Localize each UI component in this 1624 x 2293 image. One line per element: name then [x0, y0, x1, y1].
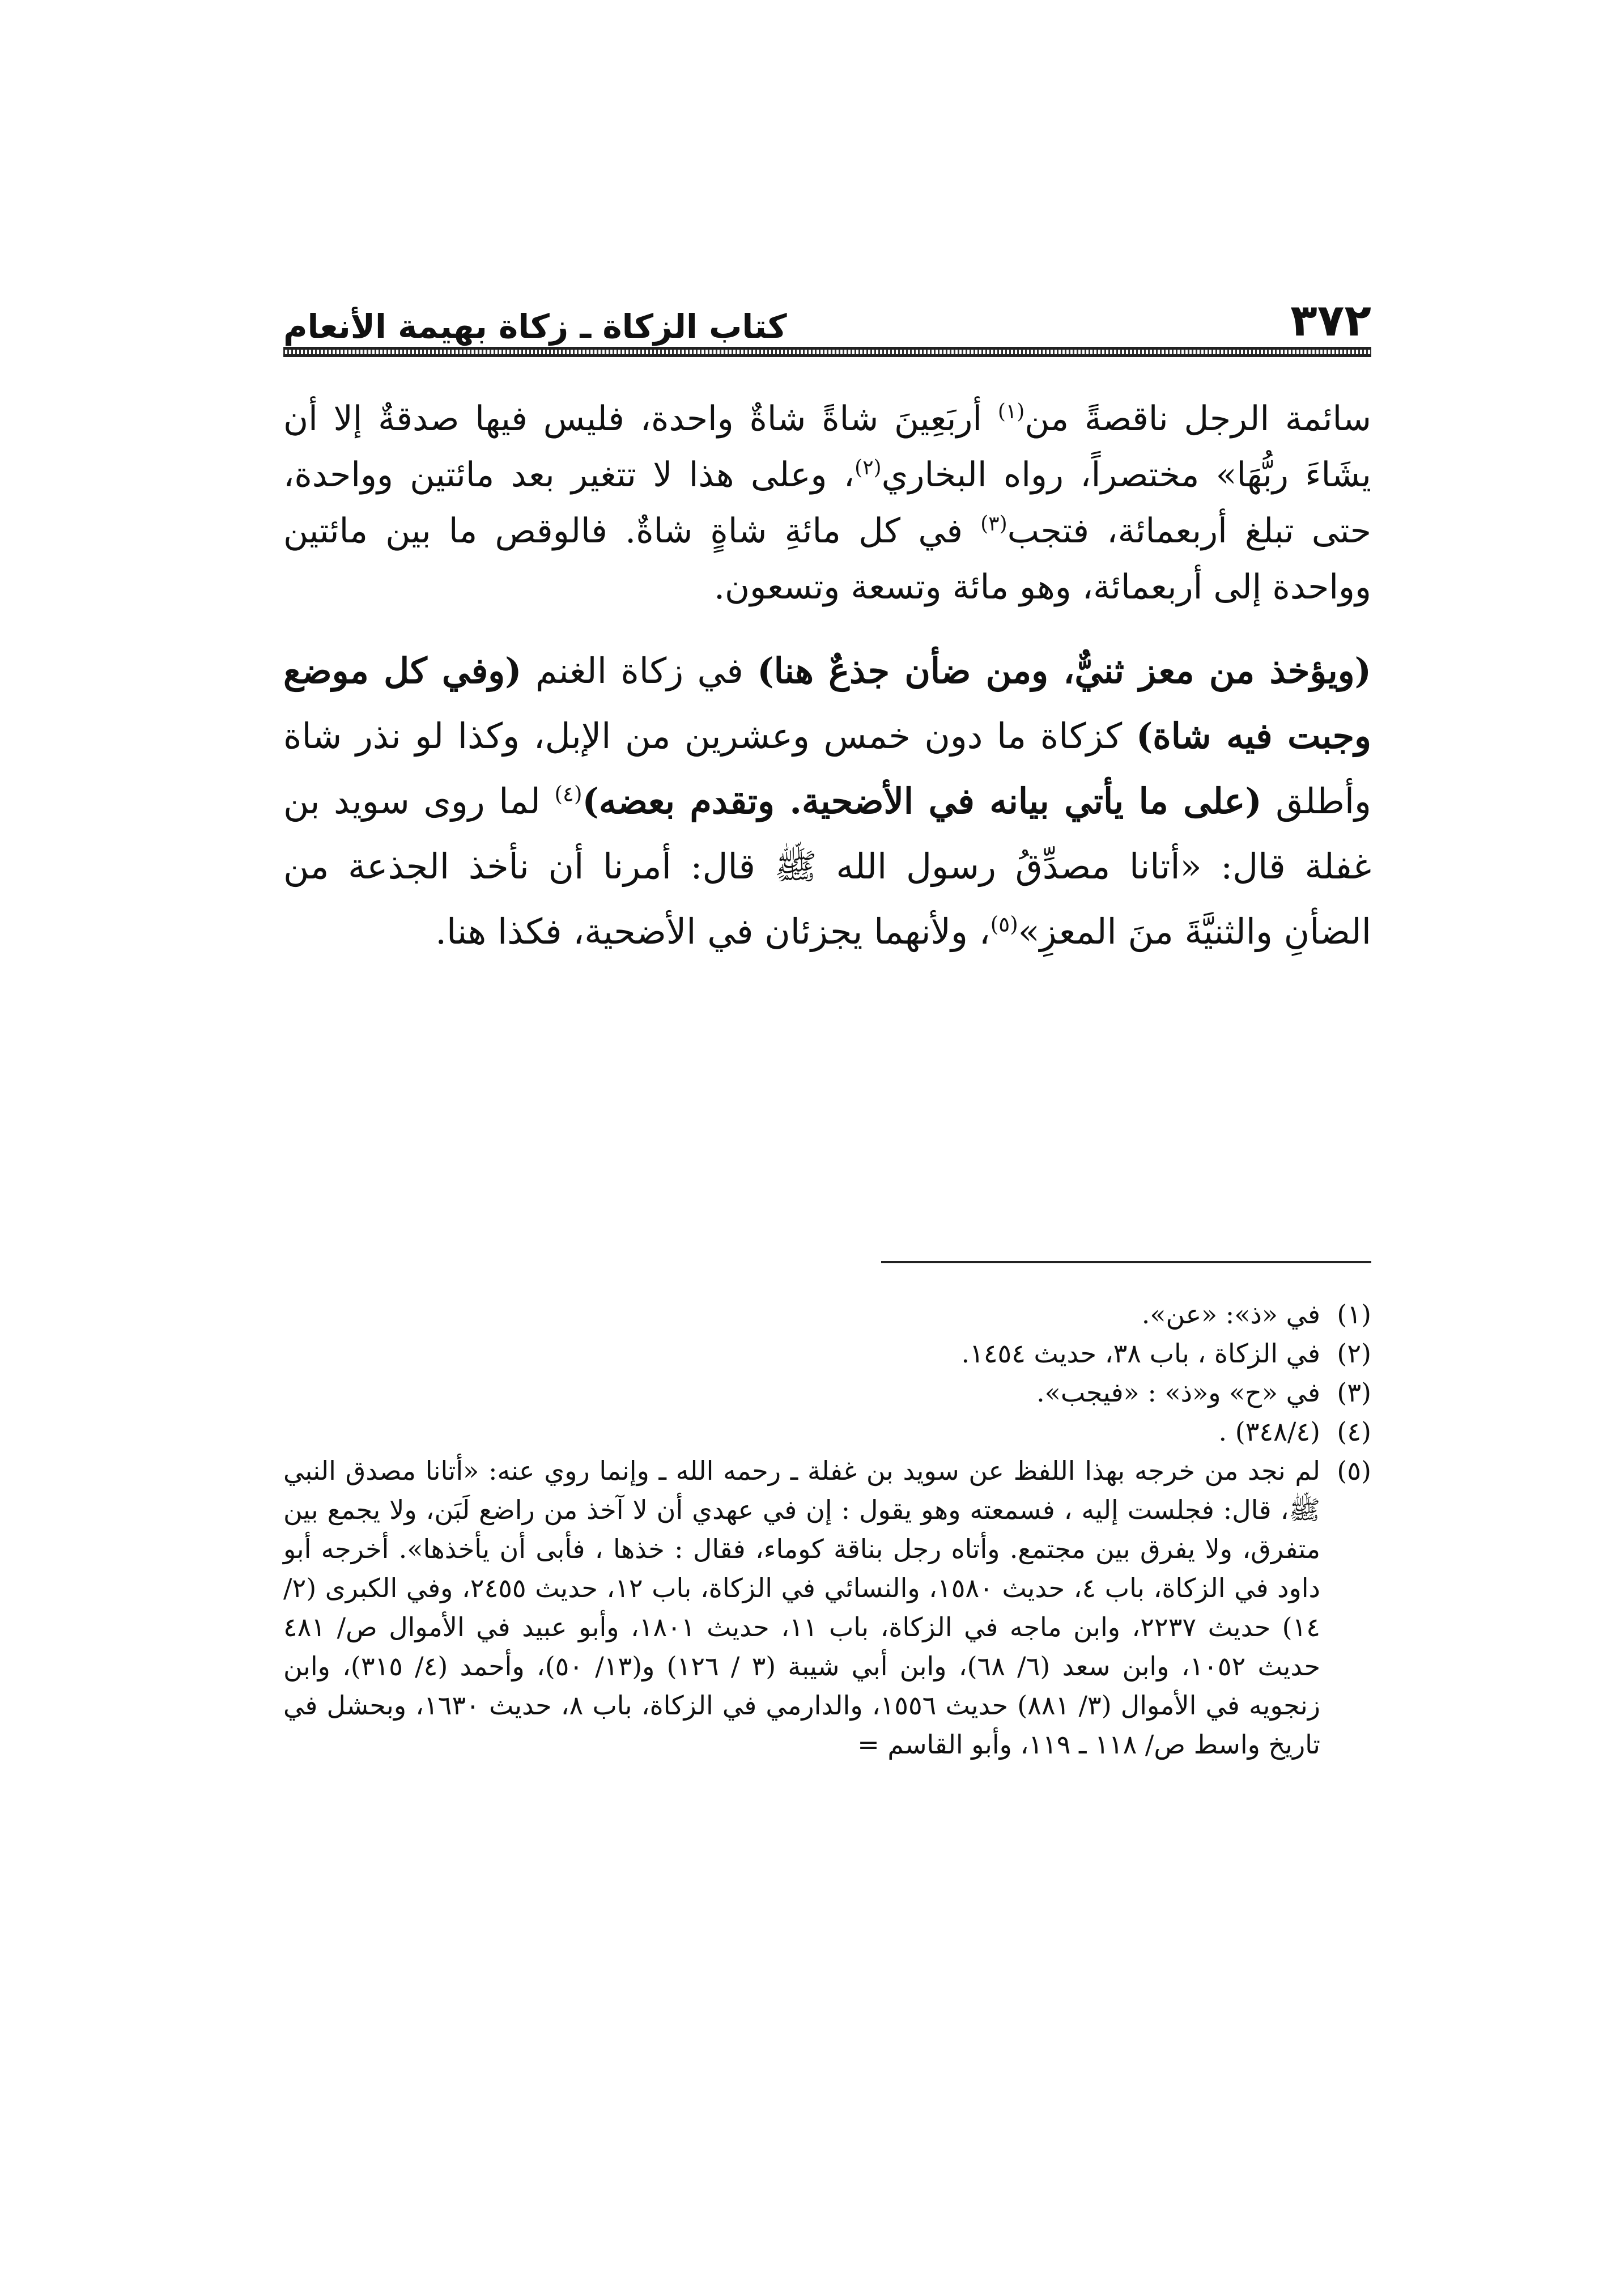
- footnotes-section: [283, 1295, 1371, 1764]
- footnote-divider: [881, 1261, 1371, 1263]
- footnote-ref-3: (٣): [980, 512, 1007, 536]
- text-segment: أربَعِينَ شاةً شاةٌ واحدة، فليس فيها صدقةٌ إلا أن يشَاءَ ربُّهَا» مختصراً، رواه البخاري: [283, 399, 1371, 495]
- header-divider: [283, 347, 1371, 357]
- footnote-number: (٥): [1337, 1455, 1371, 1486]
- footnote-number: (٤): [1337, 1416, 1371, 1447]
- footnote: [283, 1295, 1371, 1334]
- footnote: [283, 1373, 1371, 1412]
- text-segment: لما روى سويد بن غفلة قال: «أتانا مصدِّقُ رسول الله ﷺ قال: أمرنا أن نأخذ الجذعة من الضأنِ والثنيَّةَ منَ المعزِ»: [283, 780, 1371, 952]
- page-header: [283, 281, 1371, 346]
- footnote: [283, 1451, 1371, 1764]
- footnote-text: لم نجد من خرجه بهذا اللفظ عن سويد بن غفلة ـ رحمه الله ـ وإنما روي عنه: «أتانا مصدق النبي ﷺ، قال: فجلست إليه ، فسمعته وهو يقول : إن في عهدي أن لا آخذ من راضع لَبَن، ولا يجمع بين متفرق، ولا يفرق بين مجتمع. وأتاه رجل بناقة كوماء، فقال : خذها ، فأبى أن يأخذها». أخرجه أبو داود في الزكاة، باب ٤، حديث ١٥٨٠، والنسائي في الزكاة، باب ١٢، حديث ٢٤٥٥، وفي الكبرى (٢/ ١٤) حديث ٢٢٣٧، وابن ماجه في الزكاة، باب ١١، حديث ١٨٠١، وأبو عبيد في الأموال ص/ ٤٨١ حديث ١٠٥٢، وابن سعد (٦/ ٦٨)، وابن أبي شيبة (٣ / ١٢٦) و(١٣/ ٥٠)، وأحمد (٤/ ٣١٥)، وابن زنجويه في الأموال (٣/ ٨٨١) حديث ١٥٥٦، والدارمي في الزكاة، باب ٨، حديث ١٦٣٠، وبحشل في تاريخ واسط ص/ ١١٨ ـ ١١٩، وأبو القاسم =: [283, 1455, 1321, 1760]
- footnote-number: (٣): [1337, 1377, 1371, 1408]
- text-segment: كزكاة ما دون خمس وعشرين من الإبل، وكذا لو نذر شاة وأطلق: [283, 715, 1371, 822]
- text-segment: في كل مائةِ شاةٍ شاةٌ. فالوقص ما بين مائتين وواحدة إلى أربعمائة، وهو مائة وتسعة وتسعون.: [283, 511, 1371, 607]
- footnote-number: (١): [1337, 1299, 1371, 1330]
- running-title: كتاب الزكاة ـ زكاة بهيمة الأنعام: [283, 307, 787, 346]
- footnote: [283, 1334, 1371, 1373]
- paragraph-2: [283, 638, 1371, 964]
- footnote: [283, 1412, 1371, 1451]
- footnote-ref-2: (٢): [854, 456, 882, 479]
- footnote-ref-5: (٥): [990, 911, 1018, 937]
- footnote-number: (٢): [1337, 1338, 1371, 1369]
- matn-text: (ويؤخذ من معز ثنيٌّ، ومن ضأن جذعٌ هنا): [757, 650, 1371, 691]
- text-segment: ، وعلى هذا لا تتغير بعد مائتين وواحدة، حتى تبلغ أربعمائة، فتجب: [283, 455, 1372, 551]
- matn-text: (وفي كل موضع وجبت فيه شاة): [283, 650, 1371, 757]
- footnote-text: في الزكاة ، باب ٣٨، حديث ١٤٥٤.: [961, 1338, 1320, 1369]
- paragraph-1: [283, 391, 1371, 615]
- text-segment: ، ولأنهما يجزئان في الأضحية، فكذا هنا.: [435, 911, 990, 952]
- footnote-text: في «ح» و«ذ» : «فيجب».: [1036, 1377, 1320, 1408]
- main-text: [283, 391, 1371, 964]
- footnote-ref-1: (١): [997, 400, 1025, 423]
- footnote-text: في «ذ»: «عن».: [1141, 1299, 1320, 1330]
- text-segment: سائمة الرجل ناقصةً من: [1024, 399, 1371, 439]
- matn-text: (على ما يأتي بيانه في الأضحية. وتقدم بعضه): [582, 780, 1262, 822]
- footnote-ref-4: (٤): [554, 781, 583, 806]
- footnote-text: (٣٤٨/٤) .: [1218, 1416, 1320, 1447]
- text-segment: في زكاة الغنم: [521, 650, 758, 691]
- page-number: ٣٧٢: [1290, 295, 1371, 346]
